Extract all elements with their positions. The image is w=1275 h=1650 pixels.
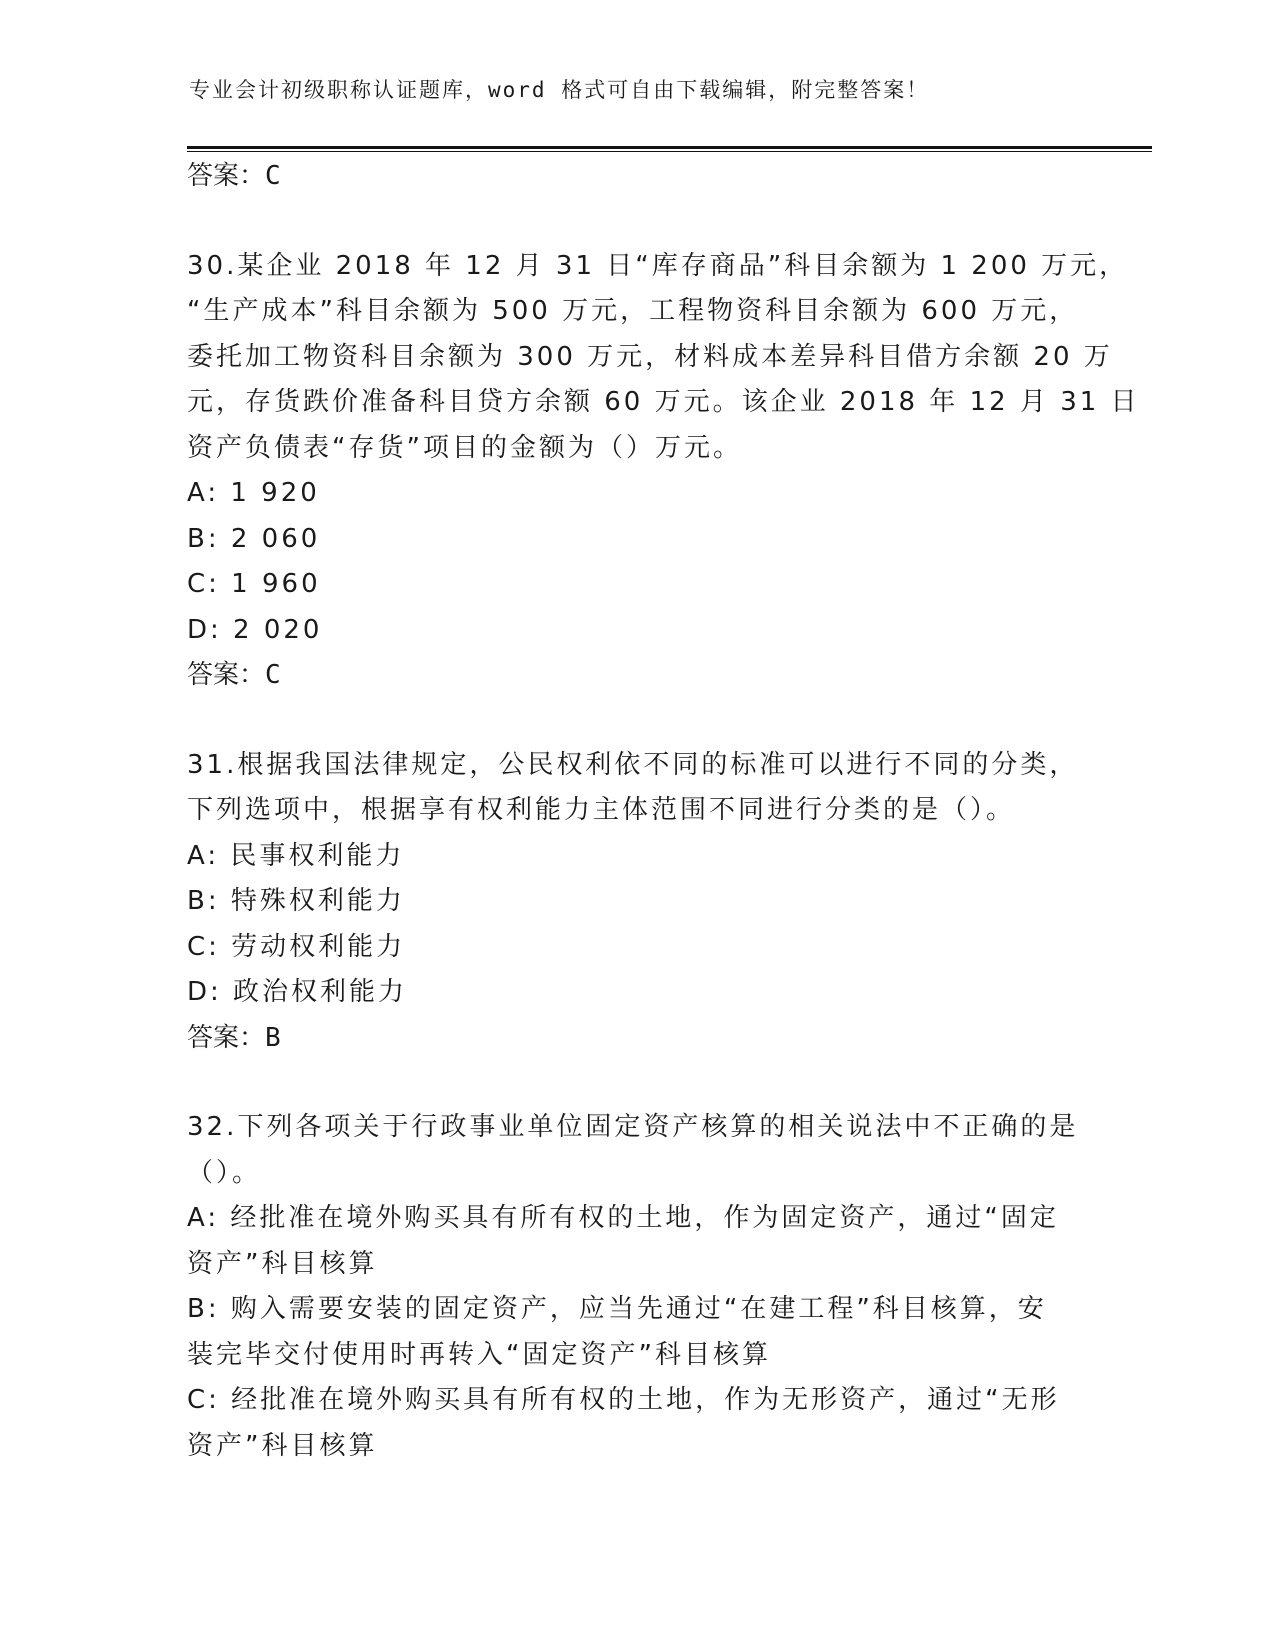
spacer	[187, 200, 1077, 244]
option-c-continued: 资产”科目核算	[187, 1430, 378, 1461]
question-text-line: “生产成本”科目余额为 500 万元，工程物资科目余额为 600 万元，	[187, 296, 1079, 326]
option-b: B: 特殊权利能力	[187, 886, 405, 916]
option-d: D: 政治权利能力	[187, 977, 408, 1007]
header-rule-thin	[187, 151, 1152, 152]
option-a: A: 民事权利能力	[187, 840, 405, 871]
option-b: B: 购入需要安装的固定资产，应当先通过“在建工程”科目核算，安	[187, 1294, 1047, 1324]
spacer	[187, 699, 1077, 743]
question-text-line: 31.根据我国法律规定，公民权利依不同的标准可以进行不同的分类，	[187, 749, 1079, 780]
question-30	[187, 244, 1140, 699]
option-a-continued: 资产”科目核算	[187, 1248, 378, 1279]
spacer	[187, 1061, 1077, 1105]
option-c: C: 经批准在境外购买具有所有权的土地，作为无形资产，通过“无形	[187, 1385, 1060, 1415]
header-rule-thick	[187, 146, 1152, 149]
option-c: C: 劳动权利能力	[187, 931, 406, 962]
question-text-line: 元，存货跌价准备科目贷方余额 60 万元。该企业 2018 年 12 月 31 日	[187, 387, 1140, 417]
answer-line: 答案：C	[187, 660, 281, 690]
option-d: D: 2 020	[187, 614, 323, 645]
question-text-line: （）。	[187, 1157, 262, 1188]
option-a: A: 1 920	[187, 478, 320, 508]
question-text-line: 32.下列各项关于行政事业单位固定资产核算的相关说法中不正确的是	[187, 1112, 1079, 1142]
answer-line: 答案：C	[187, 161, 281, 191]
question-31	[187, 743, 1077, 1062]
option-c: C: 1 960	[187, 569, 321, 599]
header-text: 专业会计初级职称认证题库，word 格式可自由下载编辑，附完整答案！	[189, 78, 930, 102]
question-text-line: 30.某企业 2018 年 12 月 31 日“库存商品”科目余额为 1 200 万元，	[187, 250, 1129, 281]
option-b: B: 2 060	[187, 523, 321, 554]
question-text-line: 委托加工物资科目余额为 300 万元，材料成本差异科目借方余额 20 万	[187, 341, 1113, 372]
question-text-line: 资产负债表“存货”项目的金额为（）万元。	[187, 432, 742, 463]
question-text-line: 下列选项中，根据享有权利能力主体范围不同进行分类的是（）。	[187, 795, 1016, 825]
document-body	[187, 154, 1140, 1469]
option-b-continued: 装完毕交付使用时再转入“固定资产”科目核算	[187, 1339, 771, 1370]
option-a: A: 经批准在境外购买具有所有权的土地，作为固定资产，通过“固定	[187, 1203, 1059, 1233]
answer-line: 答案：B	[187, 1022, 281, 1053]
question-32	[187, 1105, 1077, 1469]
